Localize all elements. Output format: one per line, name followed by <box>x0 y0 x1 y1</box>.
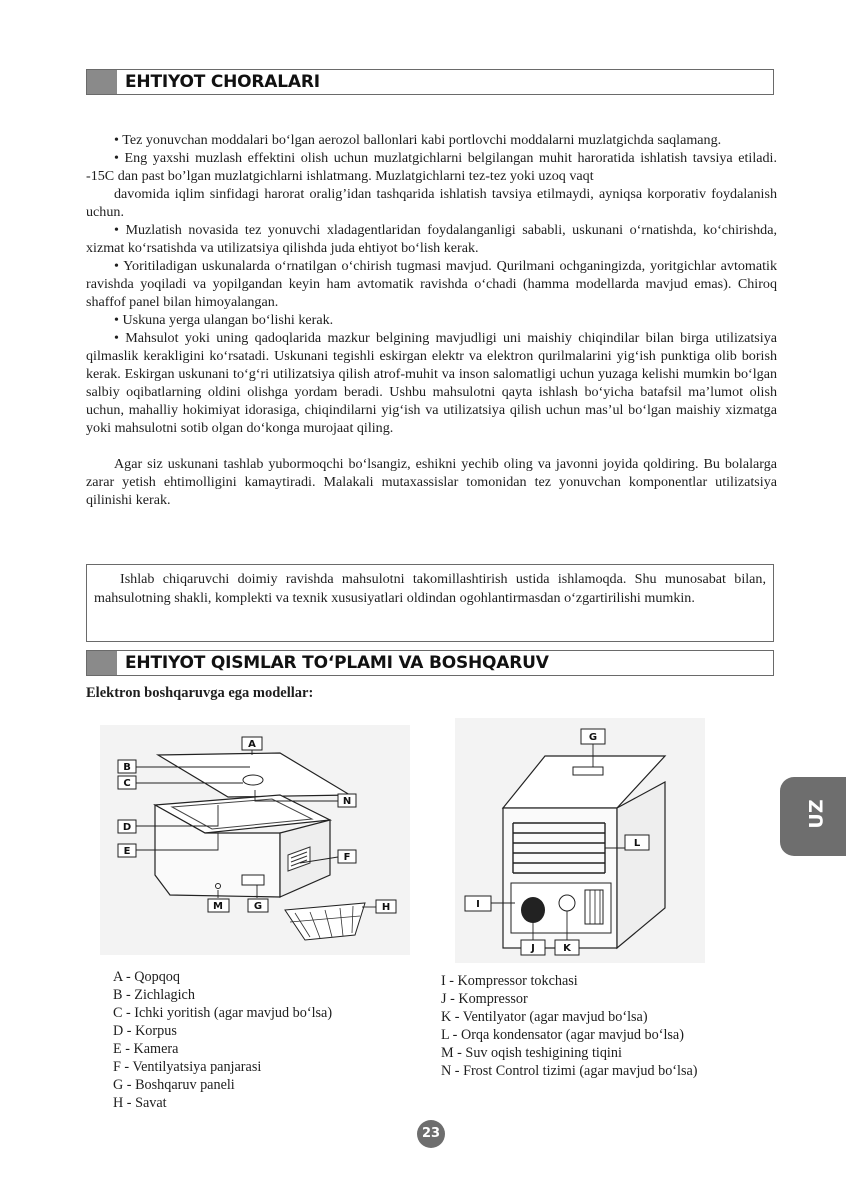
paragraph: • Tez yonuvchan moddalari bo‘lgan aerozol ballonlari kabi portlovchi moddalarni muzlatgichda saqlamang. <box>114 132 722 148</box>
label-G: G <box>588 732 598 743</box>
legend-item: L - Orqa kondensator (agar mavjud bo‘lsa) <box>441 1027 684 1043</box>
chest-freezer-diagram <box>100 725 410 955</box>
legend-item: N - Frost Control tizimi (agar mavjud bo‘lsa) <box>441 1063 698 1079</box>
legend-item: E - Kamera <box>113 1041 179 1057</box>
subsection-title: Elektron boshqaruvga ega modellar: <box>86 685 314 701</box>
section-title: EHTIYOT QISMLAR TO‘PLAMI VA BOSHQARUV <box>125 653 549 673</box>
paragraph: Agar siz uskunani tashlab yubormoqchi bo‘lsangiz, eshikni yechib oling va javonni joyida qoldiring. Bu bolalarga zarar yetish ehtimolligini kamaytiradi. Malakali mutaxassislar tomonidan tez yonuvchan komponentlar utilizatsiya qilinishi kerak. <box>86 456 777 508</box>
label-F: F <box>343 852 351 863</box>
paragraph: • Yoritiladigan uskunalarda o‘rnatilgan o‘chirish tugmasi mavjud. Qurilmani ochganingizda, yoritgichlar avtomatik ravishda yoqiladi va yopilgandan keyin ham avtomatik ravishda o‘chadi (hamma modellarda mavjud emas). Chiroq shaffof panel bilan himoyalangan. <box>86 258 777 310</box>
upright-freezer-diagram <box>455 718 705 963</box>
label-M: M <box>213 901 223 912</box>
label-B: B <box>123 762 131 773</box>
notice-text: Ishlab chiqaruvchi doimiy ravishda mahsulotni takomillashtirish ustida ishlamoqda. Shu munosabat bilan, mahsulotning shakli, komplekti va texnik xususiyatlari oldindan ogohlantirmasdan o‘zgartirilishi mumkin. <box>94 571 766 606</box>
language-tab <box>780 777 846 856</box>
legend-item: B - Zichlagich <box>113 987 195 1003</box>
label-D: D <box>122 822 132 833</box>
label-C: C <box>123 778 131 789</box>
section-title: EHTIYOT CHORALARI <box>125 72 320 92</box>
legend-item: A - Qopqoq <box>113 969 180 985</box>
paragraph: • Eng yaxshi muzlash effektini olish uchun muzlatgichlarni belgilangan muhit haroratida ishlatish tavsiya etiladi. -15C dan past bo’lgan muzlatgichlarni ishlatmang. Muzlatgichlarni tez-tez yoki uzoq vaqt <box>86 150 777 184</box>
paragraph: • Uskuna yerga ulangan bo‘lishi kerak. <box>114 312 334 328</box>
legend-item: M - Suv oqish teshigining tiqini <box>441 1045 622 1061</box>
legend-item: D - Korpus <box>113 1023 177 1039</box>
legend-item: H - Savat <box>113 1095 167 1111</box>
header-marker <box>87 651 117 675</box>
header-marker <box>87 70 117 94</box>
label-E: E <box>123 846 131 857</box>
legend-item: I - Kompressor tokchasi <box>441 973 578 989</box>
legend-item: J - Kompressor <box>441 991 528 1007</box>
notice-box <box>86 564 774 642</box>
label-K: K <box>563 943 571 954</box>
legend-item: C - Ichki yoritish (agar mavjud bo‘lsa) <box>113 1005 333 1021</box>
page-number: 23 <box>417 1120 445 1148</box>
paragraph: • Muzlatish novasida tez yonuvchi xladagentlaridan foydalanganligi sababli, uskunani o‘rnatishda, ko‘chirishda, xizmat ko‘rsatishda va utilizatsiya qilishda juda ehtiyot bo‘lish kerak. <box>86 222 777 256</box>
paragraph: • Mahsulot yoki uning qadoqlarida mazkur belgining mavjudligi uni maishiy chiqindilar bilan birga utilizatsiya qilmaslik kerakligini ko‘rsatadi. Uskunani tegishli eskirgan elektr va elektron qurilmalarini yig‘ish punktiga olib borish kerak. Eskirgan uskunani to‘g‘ri utilizatsiya qilish atrof-muhit va inson salomatligi uchun yuzaga kelishi mumkin bo‘lgan salbiy oqibatlarning oldini olishga yordam beradi. Ushbu mahsulotni qayta ishlash bo‘yicha batafsil ma’lumot olish uchun, mahalliy hokimiyat idorasiga, chiqindilarni yig‘ish va utilizatsiya qilish uchun mas’ul bo‘lgan maishiy xizmatga yoki mahsulotni sotib olgan do‘konga murojaat qiling. <box>86 330 777 436</box>
label-A: A <box>248 739 256 750</box>
legend-left <box>113 968 332 1112</box>
legend-item: G - Boshqaruv paneli <box>113 1077 235 1093</box>
label-G: G <box>253 901 263 912</box>
label-N: N <box>342 796 352 807</box>
label-L: L <box>633 838 641 849</box>
language-label: UZ <box>805 799 828 829</box>
precautions-text <box>86 131 777 509</box>
legend-item: K - Ventilyator (agar mavjud bo‘lsa) <box>441 1009 648 1025</box>
legend-item: F - Ventilyatsiya panjarasi <box>113 1059 262 1075</box>
section-header-precautions <box>86 69 774 95</box>
section-header-parts <box>86 650 774 676</box>
label-H: H <box>381 902 391 913</box>
paragraph: davomida iqlim sinfidagi harorat oralig’idan tashqarida ishlatish tavsiya etilmaydi, ayniqsa korporativ foydalanish uchun. <box>86 186 777 220</box>
label-I: I <box>476 899 480 910</box>
label-J: J <box>531 943 535 954</box>
legend-right <box>441 972 698 1080</box>
